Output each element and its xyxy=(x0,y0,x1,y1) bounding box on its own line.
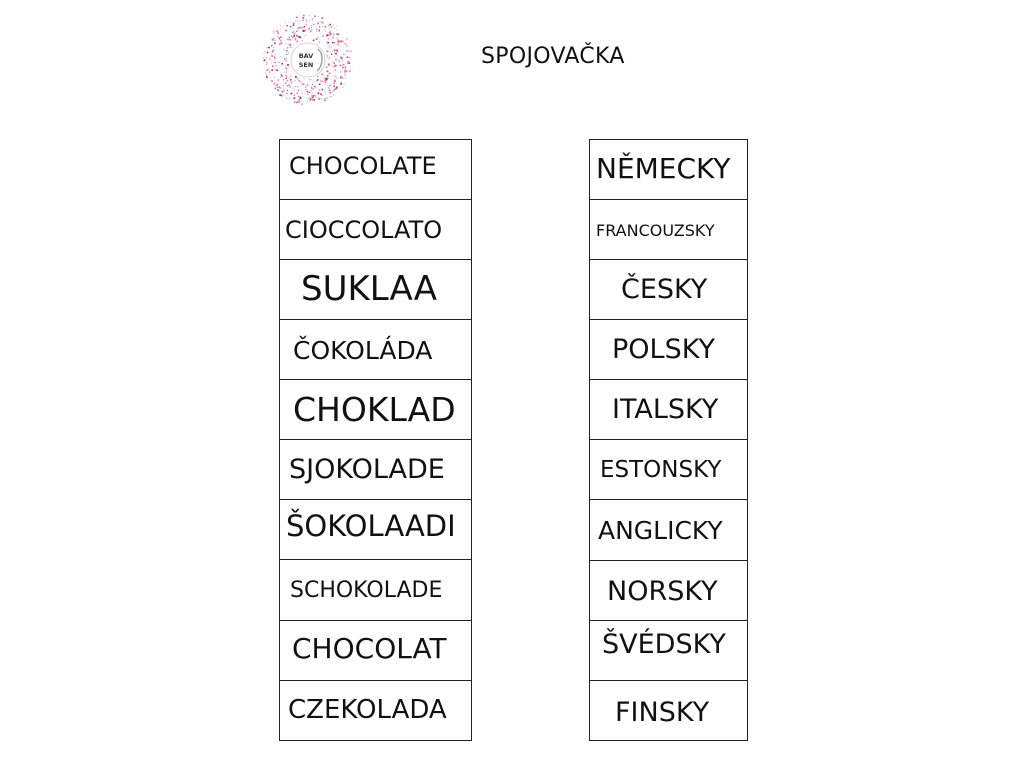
right-language-column xyxy=(589,139,748,741)
cell-divider xyxy=(590,379,747,380)
word-cell-cioccolato: CIOCCOLATO xyxy=(285,216,443,244)
word-cell-cokolada: ČOKOLÁDA xyxy=(293,336,433,365)
language-cell-francouzsky: FRANCOUZSKY xyxy=(596,221,715,240)
bav-sen-logo xyxy=(262,14,354,106)
cell-divider xyxy=(590,560,747,561)
cell-divider xyxy=(590,439,747,440)
cell-divider xyxy=(590,499,747,500)
cell-divider xyxy=(280,620,471,621)
cell-divider xyxy=(280,499,471,500)
left-word-column xyxy=(279,139,472,741)
cell-divider xyxy=(280,199,471,200)
language-cell-anglicky: ANGLICKY xyxy=(598,516,723,545)
language-cell-polsky: POLSKY xyxy=(612,334,715,365)
cell-divider xyxy=(280,379,471,380)
language-cell-italsky: ITALSKY xyxy=(612,394,719,425)
word-cell-choklad: CHOKLAD xyxy=(293,390,456,429)
logo-badge xyxy=(291,43,325,77)
language-cell-finsky: FINSKY xyxy=(615,697,710,728)
word-cell-suklaa: SUKLAA xyxy=(301,269,437,309)
cell-divider xyxy=(590,259,747,260)
language-cell-estonsky: ESTONSKY xyxy=(600,457,722,483)
word-cell-chocolate: CHOCOLATE xyxy=(289,152,437,180)
language-cell-norsky: NORSKY xyxy=(607,576,718,607)
cell-divider xyxy=(280,439,471,440)
word-cell-chocolat: CHOCOLAT xyxy=(292,632,447,665)
cell-divider xyxy=(280,259,471,260)
logo-text-bottom: SEN xyxy=(298,61,314,69)
language-cell-cesky: ČESKY xyxy=(621,274,708,305)
cell-divider xyxy=(280,680,471,681)
cell-divider xyxy=(590,680,747,681)
word-cell-schokolade: SCHOKOLADE xyxy=(290,578,443,603)
cell-divider xyxy=(590,620,747,621)
cell-divider xyxy=(590,319,747,320)
language-cell-nemecky: NĚMECKY xyxy=(596,152,731,185)
cell-divider xyxy=(590,199,747,200)
logo-text-top: BAV xyxy=(298,52,314,60)
language-cell-svedsky: ŠVÉDSKY xyxy=(602,629,726,660)
cell-divider xyxy=(280,559,471,560)
page-title: SPOJOVAČKA xyxy=(481,44,625,69)
cell-divider xyxy=(280,319,471,320)
word-cell-sokolaadi: ŠOKOLAADI xyxy=(286,509,456,543)
word-cell-sjokolade: SJOKOLADE xyxy=(289,454,445,485)
word-cell-czekolada: CZEKOLADA xyxy=(288,695,447,725)
